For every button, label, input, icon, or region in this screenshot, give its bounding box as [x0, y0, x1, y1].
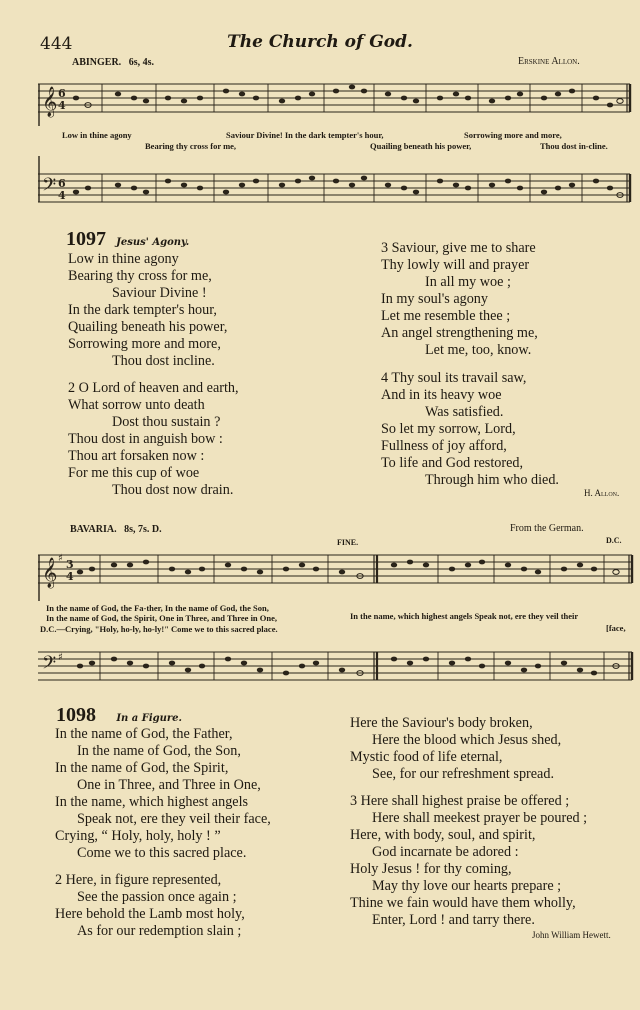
hymn-1097-verse-2 — [68, 380, 239, 499]
tune2-header — [70, 524, 162, 535]
svg-text:4: 4 — [58, 189, 66, 202]
tune2-treble-staff — [38, 545, 634, 601]
verse-line: Mystic food of life eternal, — [350, 749, 503, 765]
verse-line: Holy Jesus ! for thy coming, — [350, 861, 512, 877]
verse-line: Quailing beneath his power, — [68, 319, 228, 335]
hymn-1097-author: H. Allon. — [584, 488, 620, 498]
verse-line: In the name, which highest angels — [55, 794, 249, 810]
svg-text:6: 6 — [58, 87, 66, 100]
tune2-dc-mark: D.C. — [606, 536, 622, 545]
verse-line: 2 O Lord of heaven and earth, — [68, 380, 239, 396]
svg-text:𝄞: 𝄞 — [42, 87, 58, 117]
verse-line: Crying, “ Holy, holy, holy ! ” — [55, 828, 221, 844]
verse-line: Fullness of joy afford, — [381, 438, 507, 454]
tune1-meter: 6s, 4s. — [128, 57, 154, 68]
verse-line: Thou dost now drain. — [112, 482, 234, 498]
verse-line: Let me, too, know. — [425, 342, 532, 358]
hymn-1098-verse-2-continued — [350, 715, 561, 783]
verse-line: For me this cup of woe — [68, 465, 200, 481]
svg-text:3: 3 — [66, 558, 74, 571]
verse-line: Come we to this sacred place. — [77, 845, 247, 861]
verse-line: Thou dost incline. — [112, 353, 215, 369]
tune1-underlay-upper3: Sorrowing more and more, — [464, 130, 562, 140]
running-title: The Church of God. — [227, 32, 413, 52]
hymn-1098-author: John William Hewett. — [532, 930, 611, 940]
tune1-underlay-lower3: Thou dost in-cline. — [540, 141, 608, 151]
tune2-underlay-line3: D.C.—Crying, "Holy, ho-ly, ho-ly!" Come we to this sacred place. — [40, 624, 278, 634]
tune1-name: ABINGER. — [72, 57, 122, 68]
verse-line: In the dark tempter's hour, — [68, 302, 217, 318]
verse-line: Thou dost in anguish bow : — [68, 431, 223, 447]
tune2-underlay-line1: In the name of God, the Fa-ther, In the name of God, the Son, — [46, 603, 269, 613]
hymn-1098-verse-2 — [55, 872, 245, 940]
tune2-fine-mark: FINE. — [337, 538, 359, 547]
verse-line: In all my woe ; — [425, 274, 511, 290]
hymn-1097-verse-4 — [381, 370, 559, 489]
svg-text:4: 4 — [58, 99, 66, 112]
tune1-underlay-upper1: Low in thine agony — [62, 130, 132, 140]
verse-line: As for our redemption slain ; — [77, 923, 242, 939]
verse-line: See, for our refreshment spread. — [372, 766, 554, 782]
tune2-name: BAVARIA. — [70, 524, 117, 535]
verse-line: In the name of God, the Spirit, — [55, 760, 229, 776]
tune1-bass-staff — [38, 156, 634, 216]
verse-line: Here shall meekest prayer be poured ; — [372, 810, 588, 826]
tune1-treble-staff — [38, 70, 634, 126]
hymn-1097-verse-1 — [68, 251, 227, 370]
tune1-header — [72, 57, 154, 68]
tune1-underlay-lower1: Bearing thy cross for me, — [145, 141, 237, 151]
verse-line: One in Three, and Three in One, — [77, 777, 261, 793]
svg-text:𝄢: 𝄢 — [42, 175, 57, 200]
verse-line: Through him who died. — [425, 472, 559, 488]
verse-line: Was satisfied. — [425, 404, 504, 420]
tune2-bass-staff — [38, 634, 634, 694]
verse-line: In the name of God, the Son, — [77, 743, 241, 759]
svg-text:♯: ♯ — [58, 553, 63, 564]
hymn-1097-number: 1097 — [66, 228, 106, 250]
tune2-meter: 8s, 7s. D. — [124, 524, 162, 535]
hymn-1097-verse-3 — [381, 240, 538, 359]
hymn-1098-verse-3 — [350, 793, 587, 929]
svg-text:6: 6 — [58, 177, 66, 190]
verse-line: 2 Here, in figure represented, — [55, 872, 222, 888]
verse-line: 3 Here shall highest praise be offered ; — [350, 793, 570, 809]
verse-line: In my soul's agony — [381, 291, 488, 307]
verse-line: Enter, Lord ! and tarry there. — [372, 912, 535, 928]
tune2-source: From the German. — [510, 523, 584, 534]
hymn-1098-title: In a Figure. — [116, 713, 183, 724]
verse-line: What sorrow unto death — [68, 397, 205, 413]
svg-text:4: 4 — [66, 570, 74, 583]
verse-line: Here the blood which Jesus shed, — [372, 732, 562, 748]
verse-line: God incarnate be adored : — [372, 844, 519, 860]
page-number: 444 — [40, 34, 73, 54]
tune1-composer: Erskine Allon. — [518, 56, 580, 67]
verse-line: In the name of God, the Father, — [55, 726, 233, 742]
verse-line: Thy lowly will and prayer — [381, 257, 530, 273]
verse-line: 3 Saviour, give me to share — [381, 240, 536, 256]
verse-line: Sorrowing more and more, — [68, 336, 221, 352]
tune2-underlay-line2: In the name of God, the Spirit, One in Three, and Three in One, — [46, 613, 278, 623]
verse-line: Here, with body, soul, and spirit, — [350, 827, 536, 843]
tune1-underlay-lower2: Quailing beneath his power, — [370, 141, 472, 151]
verse-line: And in its heavy woe — [381, 387, 502, 403]
verse-line: So let my sorrow, Lord, — [381, 421, 516, 437]
hymn-1097-heading — [66, 228, 189, 251]
svg-text:𝄞: 𝄞 — [42, 558, 58, 588]
tune2-underlay-right2: [face, — [606, 623, 626, 633]
verse-line: To life and God restored, — [381, 455, 524, 471]
verse-line: Here the Saviour's body broken, — [350, 715, 533, 731]
verse-line: Speak not, ere they veil their face, — [77, 811, 271, 827]
verse-line: 4 Thy soul its travail saw, — [381, 370, 527, 386]
verse-line: Here behold the Lamb most holy, — [55, 906, 245, 922]
verse-line: Saviour Divine ! — [112, 285, 207, 301]
hymn-1098-heading — [56, 704, 182, 727]
tune1-underlay-upper2: Saviour Divine! In the dark tempter's hour, — [226, 130, 384, 140]
verse-line: Thou art forsaken now : — [68, 448, 205, 464]
verse-line: See the passion once again ; — [77, 889, 237, 905]
svg-text:♯: ♯ — [58, 652, 63, 663]
verse-line: Dost thou sustain ? — [112, 414, 221, 430]
verse-line: Let me resemble thee ; — [381, 308, 511, 324]
hymn-1097-title: Jesus' Agony. — [116, 237, 190, 248]
verse-line: Low in thine agony — [68, 251, 179, 267]
tune2-underlay-right1: In the name, which highest angels Speak not, ere they veil their — [350, 611, 579, 621]
hymn-1098-number: 1098 — [56, 704, 96, 726]
verse-line: Bearing thy cross for me, — [68, 268, 212, 284]
hymn-1098-verse-1 — [55, 726, 271, 862]
verse-line: Thine we fain would have them wholly, — [350, 895, 576, 911]
verse-line: May thy love our hearts prepare ; — [372, 878, 562, 894]
verse-line: An angel strengthening me, — [381, 325, 538, 341]
svg-text:𝄢: 𝄢 — [42, 653, 57, 678]
